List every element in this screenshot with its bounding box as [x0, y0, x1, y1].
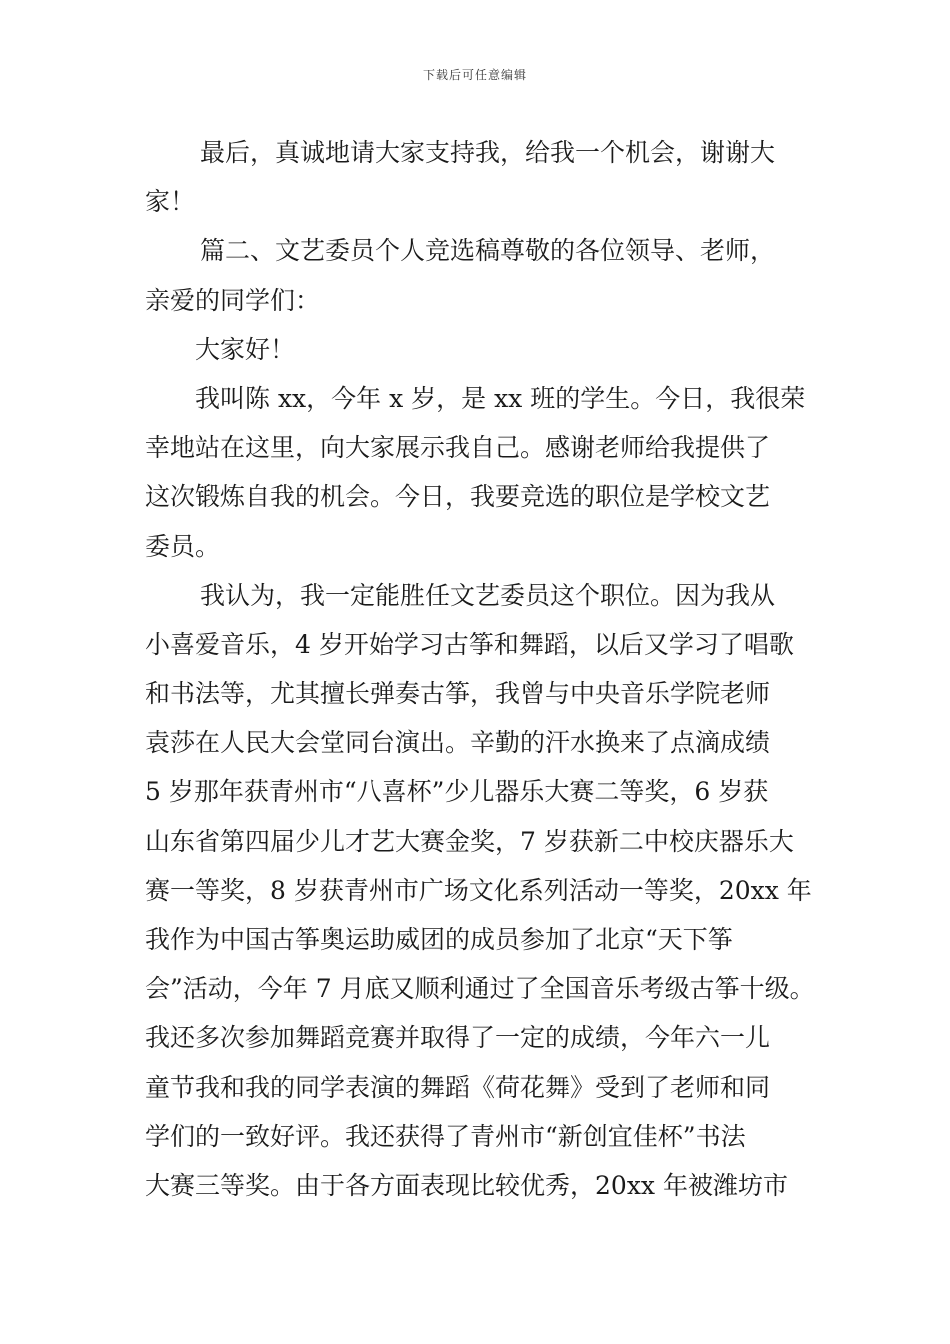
paragraph-line: 我叫陈 xx，今年 x 岁，是 xx 班的学生。今日，我很荣 [195, 383, 806, 413]
paragraph-line: 赛一等奖，8 岁获青州市广场文化系列活动一等奖，20xx 年 [145, 875, 812, 905]
paragraph-line: 袁莎在人民大会堂同台演出。辛勤的汗水换来了点滴成绩 [145, 728, 771, 758]
page-header: 下载后可任意编辑 [422, 68, 527, 82]
paragraph-line: 家！ [145, 187, 196, 217]
paragraph-line: 会”活动，今年 7 月底又顺利通过了全国音乐考级古筝十级。 [145, 974, 815, 1004]
paragraph-line: 和书法等，尤其擅长弹奏古筝，我曾与中央音乐学院老师 [145, 679, 771, 709]
paragraph-line: 山东省第四届少儿才艺大赛金奖，7 岁获新二中校庆器乐大 [145, 826, 794, 856]
paragraph-line: 篇二、文艺委员个人竞选稿尊敬的各位领导、老师， [200, 236, 776, 266]
paragraph-line: 童节我和我的同学表演的舞蹈《荷花舞》受到了老师和同 [145, 1072, 771, 1102]
paragraph-line: 亲爱的同学们： [145, 285, 321, 315]
paragraph-line: 学们的一致好评。我还获得了青州市“新创宜佳杯”书法 [145, 1121, 746, 1151]
paragraph-line: 我认为，我一定能胜任文艺委员这个职位。因为我从 [200, 580, 776, 610]
paragraph-line: 委员。 [145, 531, 221, 561]
paragraph-line: 最后，真诚地请大家支持我，给我一个机会，谢谢大 [200, 138, 776, 167]
paragraph-line: 这次锻炼自我的机会。今日，我要竞选的职位是学校文艺 [145, 482, 771, 512]
paragraph-line: 5 岁那年获青州市“八喜杯”少儿器乐大赛二等奖，6 岁获 [145, 777, 769, 807]
paragraph-line: 大赛三等奖。由于各方面表现比较优秀，20xx 年被潍坊市 [145, 1170, 788, 1200]
paragraph-line: 我还多次参加舞蹈竞赛并取得了一定的成绩，今年六一儿 [145, 1023, 771, 1053]
paragraph-line: 幸地站在这里，向大家展示我自己。感谢老师给我提供了 [145, 433, 771, 463]
paragraph-line: 我作为中国古筝奥运助威团的成员参加了北京“天下筝 [145, 925, 733, 954]
paragraph-line: 小喜爱音乐，4 岁开始学习古筝和舞蹈，以后又学习了唱歌 [145, 629, 794, 659]
document-body [145, 128, 815, 1210]
paragraph-line: 大家好！ [195, 334, 296, 364]
